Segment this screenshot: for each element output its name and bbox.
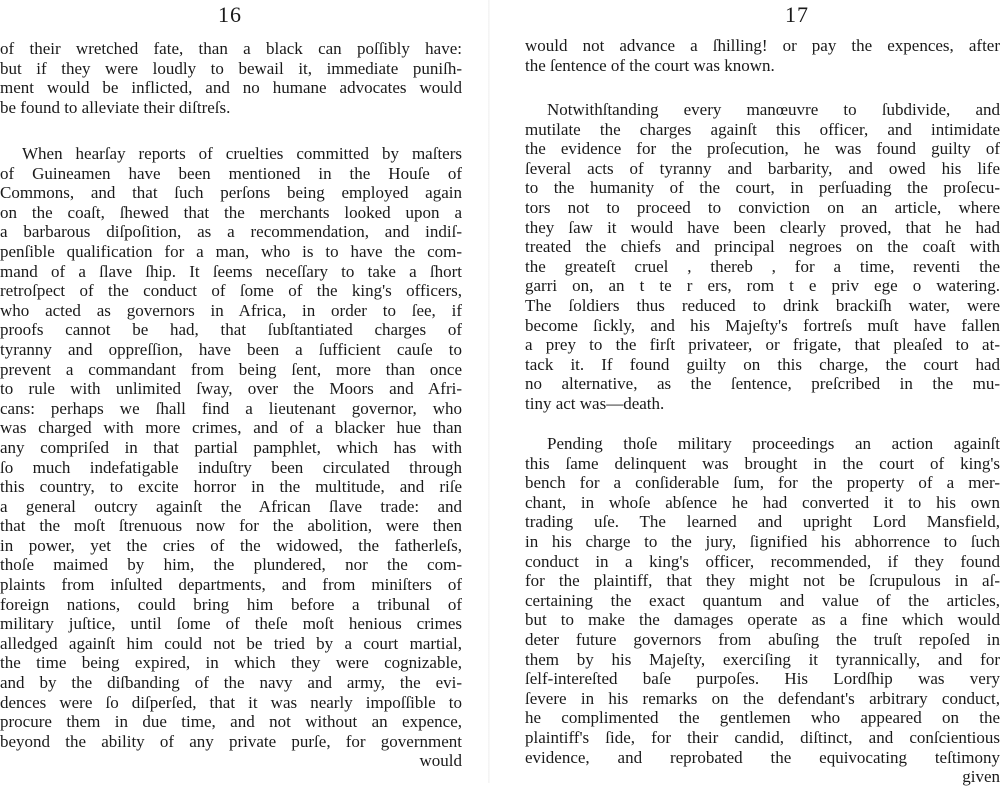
text-line: tack it. If found guilty on this charge, the court had xyxy=(525,354,1000,374)
page-gutter xyxy=(488,0,490,783)
text-line: the ſentence of the court was known. xyxy=(525,55,775,75)
text-line: alledged againſt him could not be tried by a court martial, xyxy=(0,633,462,653)
text-line: conduct in a king's officer, recommended, if they found xyxy=(525,551,1000,571)
text-line: mand of a ſlave ſhip. It ſeems neceſſary to take a ſhort xyxy=(0,261,462,281)
text-line: this ſame delinquent was brought in the court of king's xyxy=(525,453,1000,473)
text-line: penſible qualification for a man, who is to have the com- xyxy=(0,241,462,261)
text-line: plaints from inſulted departments, and from miniſters of xyxy=(0,575,462,595)
text-line: proofs cannot be had, that ſubſtantiated charges of xyxy=(0,320,462,340)
text-line: foreign nations, could bring him before a tribunal of xyxy=(0,594,462,614)
text-line: was charged with more crimes, and of a blacker hue than xyxy=(0,418,462,438)
text-line: ſeveral acts of tyranny and barbarity, and owed his life xyxy=(525,158,1000,178)
text-line: Notwithſtanding every manœuvre to ſubdivide, and xyxy=(547,100,1000,119)
text-line: become ſickly, and his Majeſty's fortreſs muſt have fallen xyxy=(525,315,1000,335)
text-line: garri on, an t te r ers, rom t e priv ege o watering. xyxy=(525,276,1000,296)
text-line: Pending thoſe military proceedings an action againſt xyxy=(547,434,1000,453)
text-line: but if they were loudly to bewail it, immediate puniſh- xyxy=(0,58,462,78)
catchword: given xyxy=(962,767,1000,787)
text-line: for the plaintiff, that they might not be ſcrupulous in aſ- xyxy=(525,571,1000,591)
text-line: dences were ſo diſperſed, that it was nearly impoſſible to xyxy=(0,692,462,712)
text-line: he complimented the gentlemen who appeared on the xyxy=(525,708,1000,728)
text-line: mutilate the charges againſt this officer, and intimidate xyxy=(525,119,1000,139)
text-line: The ſoldiers thus reduced to drink brackiſh water, were xyxy=(525,295,1000,315)
text-line: prevent a commandant from being ſent, more than once xyxy=(0,359,462,379)
text-line: that the moſt ſtrenuous now for the abolition, were then xyxy=(0,516,462,536)
right-paragraph-1 xyxy=(525,36,1000,75)
text-line: thoſe maimed by him, the plundered, nor the com- xyxy=(0,555,462,575)
text-line: tiny act was—death. xyxy=(525,393,665,413)
text-line: any compriſed in that partial pamphlet, which has with xyxy=(0,437,462,457)
text-line: no alternative, as the ſentence, preſcribed in the mu- xyxy=(525,374,1000,394)
left-paragraph-2 xyxy=(0,144,462,771)
page-number-left: 16 xyxy=(218,2,242,27)
text-line: trading uſe. The learned and upright Lord Mansfield, xyxy=(525,512,1000,532)
text-line: to the humanity of the court, in perſuading the proſecu- xyxy=(525,178,1000,198)
text-line: in power, yet the cries of the widowed, the fatherleſs, xyxy=(0,535,462,555)
text-line: chant, in whoſe abſence he had converted it to his own xyxy=(525,492,1000,512)
text-line: the time being expired, in which they were cognizable, xyxy=(0,653,462,673)
text-line: to rule with unlimited ſway, over the Moors and Afri- xyxy=(0,379,462,399)
text-line: tyranny and oppreſſion, have been a ſufficient cauſe to xyxy=(0,339,462,359)
text-line: military juſtice, until ſome of theſe moſt henious crimes xyxy=(0,614,462,634)
text-line: certaining the exact quantum and value of the articles, xyxy=(525,590,1000,610)
text-line: bench for a conſiderable ſum, for the property of a mer- xyxy=(525,473,1000,493)
text-line: a general outcry againſt the African ſlave trade: and xyxy=(0,496,462,516)
text-line: they ſaw it would have been clearly proved, that he had xyxy=(525,217,1000,237)
text-line: retroſpect of the conduct of ſome of the king's officers, xyxy=(0,281,462,301)
left-page xyxy=(0,0,462,783)
text-line: cans: perhaps we ſhall find a lieutenant governor, who xyxy=(0,398,462,418)
text-line: tors not to proceed to conviction on an article, where xyxy=(525,197,1000,217)
text-line: plaintiff's ſide, for their candid, diſtinct, and conſcientious xyxy=(525,727,1000,747)
text-line: in his charge to the jury, ſignified his abhorrence to ſuch xyxy=(525,531,1000,551)
text-line: ment would be inflicted, and no humane advocates would xyxy=(0,78,462,98)
left-paragraph-1 xyxy=(0,39,462,117)
text-line: ſo much indefatigable induſtry been circulated through xyxy=(0,457,462,477)
text-line: be found to alleviate their diſtreſs. xyxy=(0,97,231,117)
text-line: beyond the ability of any private purſe, for government xyxy=(0,731,462,751)
text-line: evidence, and reprobated the equivocating teſtimony xyxy=(525,747,1000,767)
text-line: Commons, and that ſuch perſons being employed again xyxy=(0,183,462,203)
right-page xyxy=(525,0,1000,787)
catchword: would xyxy=(419,751,462,771)
text-line: on the coaſt, ſhewed that the merchants looked upon a xyxy=(0,202,462,222)
text-line: of their wretched fate, than a black can poſſibly have: xyxy=(0,39,462,58)
right-paragraph-2 xyxy=(525,100,1000,414)
text-line: ſevere in his remarks on the defendant's arbitrary conduct, xyxy=(525,688,1000,708)
text-line: but to make the damages operate as a fine which would xyxy=(525,610,1000,630)
text-line: of Guineamen have been mentioned in the Houſe of xyxy=(0,163,462,183)
text-line: and by the diſbanding of the navy and army, the evi- xyxy=(0,673,462,693)
text-line: a barbarous diſpoſition, as a recommendation, and indiſ- xyxy=(0,222,462,242)
text-line: treated the chiefs and principal negroes on the coaſt with xyxy=(525,237,1000,257)
page-number-right: 17 xyxy=(785,2,809,27)
text-line: ſelf-intereſted baſe purpoſes. His Lordſhip was very xyxy=(525,669,1000,689)
text-line: When hearſay reports of cruelties committed by maſters xyxy=(22,144,462,163)
text-line: a prey to the firſt privateer, or frigate, that pleaſed to at- xyxy=(525,335,1000,355)
text-line: them by his Majeſty, exerciſing it tyrannically, and for xyxy=(525,649,1000,669)
text-line: procure them in due time, and not without an expence, xyxy=(0,712,462,732)
text-line: the evidence for the proſecution, he was found guilty of xyxy=(525,139,1000,159)
text-line: would not advance a ſhilling! or pay the expences, after xyxy=(525,36,1000,55)
right-paragraph-3 xyxy=(525,434,1000,787)
text-line: deter future governors from abuſing the truſt repoſed in xyxy=(525,629,1000,649)
text-line: the greateſt cruel , thereb , for a time, reventi the xyxy=(525,256,1000,276)
text-line: this country, to excite horror in the multitude, and riſe xyxy=(0,477,462,497)
text-line: who acted as governors in Africa, in order to ſee, if xyxy=(0,300,462,320)
